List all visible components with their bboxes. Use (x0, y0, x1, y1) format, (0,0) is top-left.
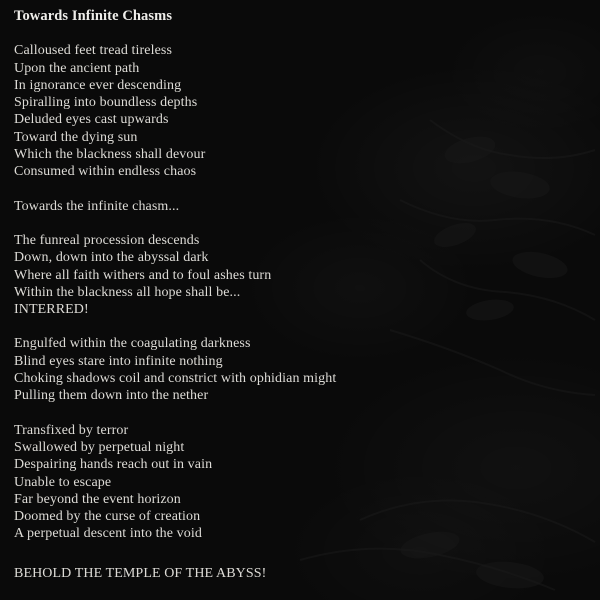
lyric-line: Spiralling into boundless depths (14, 95, 198, 111)
lyric-line: Far beyond the event horizon (14, 491, 181, 507)
lyric-line: Which the blackness shall devour (14, 147, 206, 163)
lyric-line: Unable to escape (14, 474, 112, 490)
song-title: Towards Infinite Chasms (14, 8, 173, 24)
lyric-line: Blind eyes stare into infinite nothing (14, 353, 223, 369)
lyric-line: Choking shadows coil and constrict with ophidian might (14, 371, 337, 387)
lyric-line: Towards the infinite chasm... (14, 198, 180, 214)
lyric-line: Where all faith withers and to foul ashes turn (14, 267, 272, 283)
lyric-line: Despairing hands reach out in vain (14, 457, 213, 473)
lyric-line: INTERRED! (14, 302, 89, 318)
lyric-line: Swallowed by perpetual night (14, 439, 185, 455)
lyric-line: Engulfed within the coagulating darkness (14, 336, 251, 352)
stanza-1 (14, 42, 590, 180)
lyric-line: A perpetual descent into the void (14, 526, 202, 542)
closing-line: BEHOLD THE TEMPLE OF THE ABYSS! (14, 565, 267, 581)
stanza-6-closing (14, 565, 590, 582)
stanza-2-refrain (14, 198, 590, 215)
lyric-line: Consumed within endless chaos (14, 164, 197, 180)
lyric-line: Pulling them down into the nether (14, 388, 209, 404)
lyric-line: Within the blackness all hope shall be... (14, 284, 241, 300)
lyric-line: In ignorance ever descending (14, 77, 182, 93)
lyric-line: Down, down into the abyssal dark (14, 250, 209, 266)
stanza-3 (14, 232, 590, 318)
lyric-line: Toward the dying sun (14, 129, 138, 145)
lyric-line: Calloused feet tread tireless (14, 43, 173, 59)
lyric-line: Transfixed by terror (14, 422, 129, 438)
stanza-5 (14, 422, 590, 543)
lyric-line: The funreal procession descends (14, 232, 200, 248)
stanza-4 (14, 335, 590, 404)
lyric-line: Deluded eyes cast upwards (14, 112, 169, 128)
lyric-line: Upon the ancient path (14, 60, 140, 76)
lyrics-sheet (14, 8, 590, 599)
lyric-line: Doomed by the curse of creation (14, 509, 201, 525)
